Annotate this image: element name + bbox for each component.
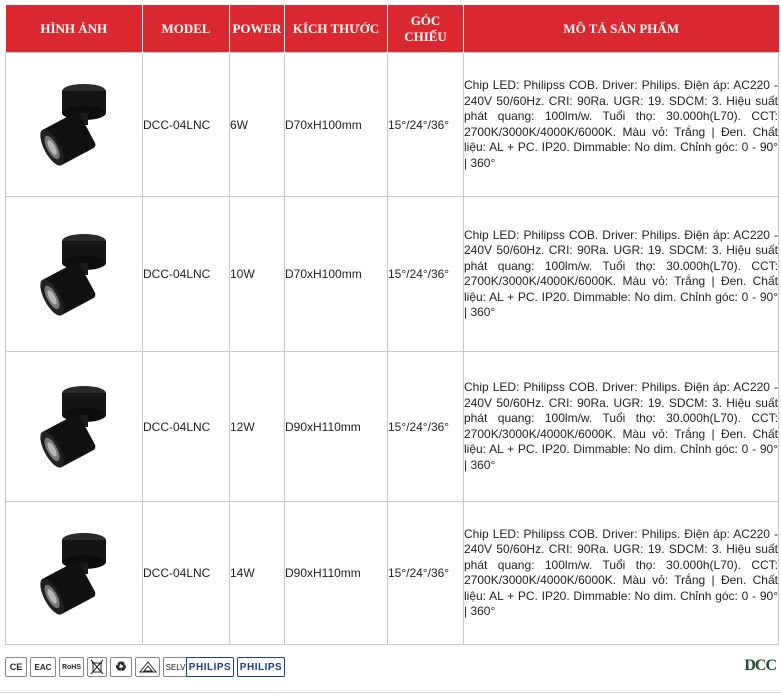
product-image-cell	[6, 53, 143, 197]
table-header-row	[6, 5, 779, 53]
selv-icon: SELV	[163, 657, 188, 677]
angle-cell: 15°/24°/36°	[388, 352, 464, 502]
eac-mark-icon: EAC	[30, 657, 56, 677]
size-cell: D70xH100mm	[285, 53, 388, 197]
model-cell: DCC-04LNC	[143, 197, 230, 352]
model-cell: DCC-04LNC	[143, 53, 230, 197]
description-cell: Chip LED: Philipss COB. Driver: Philips. Điện áp: AC220 - 240V 50/60Hz. CRI: 90Ra. UGR: 19. SDCM: 3. Hiệu suất phát quang: 100lm/w. Tuổi thọ: 30.000h(L70). CCT: 2700K/3000K/4000K/6000K. Màu vỏ: Trắng | Đen. Chất liệu: AL + PC. IP20. Dimmable: No dim. Chỉnh góc: 0 - 90° | 360°	[464, 197, 779, 352]
description-cell: Chip LED: Philipss COB. Driver: Philips. Điện áp: AC220 - 240V 50/60Hz. CRI: 90Ra. UGR: 19. SDCM: 3. Hiệu suất phát quang: 100lm/w. Tuổi thọ: 30.000h(L70). CCT: 2700K/3000K/4000K/6000K. Màu vỏ: Trắng | Đen. Chất liệu: AL + PC. IP20. Dimmable: No dim. Chỉnh góc: 0 - 90° | 360°	[464, 502, 779, 645]
angle-cell: 15°/24°/36°	[388, 502, 464, 645]
spotlight-icon	[34, 528, 114, 616]
product-image-cell	[6, 502, 143, 645]
header-size: KÍCH THƯỚC	[285, 5, 388, 53]
size-cell: D70xH100mm	[285, 197, 388, 352]
angle-cell: 15°/24°/36°	[388, 197, 464, 352]
dcc-brand-logo: DCC	[744, 657, 776, 674]
description-cell: Chip LED: Philipss COB. Driver: Philips. Điện áp: AC220 - 240V 50/60Hz. CRI: 90Ra. UGR: 19. SDCM: 3. Hiệu suất phát quang: 100lm/w. Tuổi thọ: 30.000h(L70). CCT: 2700K/3000K/4000K/6000K. Màu vỏ: Trắng | Đen. Chất liệu: AL + PC. IP20. Dimmable: No dim. Chỉnh góc: 0 - 90° | 360°	[464, 352, 779, 502]
philips-logo: PHILIPS	[186, 657, 234, 677]
size-cell: D90xH110mm	[285, 352, 388, 502]
header-description: MÔ TẢ SẢN PHẨM	[464, 5, 779, 53]
model-cell: DCC-04LNC	[143, 502, 230, 645]
certification-footer	[5, 654, 778, 680]
table-row	[6, 502, 779, 645]
rohs-mark-icon: RoHS	[59, 657, 84, 677]
class-ii-icon	[135, 657, 160, 677]
power-cell: 10W	[230, 197, 285, 352]
power-cell: 6W	[230, 53, 285, 197]
recycle-icon: ♻	[110, 657, 132, 677]
power-cell: 12W	[230, 352, 285, 502]
table-row	[6, 352, 779, 502]
model-cell: DCC-04LNC	[143, 352, 230, 502]
product-image-cell	[6, 197, 143, 352]
spotlight-icon	[34, 79, 114, 167]
product-image-cell	[6, 352, 143, 502]
bottom-divider	[0, 692, 781, 693]
description-cell: Chip LED: Philipss COB. Driver: Philips. Điện áp: AC220 - 240V 50/60Hz. CRI: 90Ra. UGR: 19. SDCM: 3. Hiệu suất phát quang: 100lm/w. Tuổi thọ: 30.000h(L70). CCT: 2700K/3000K/4000K/6000K. Màu vỏ: Trắng | Đen. Chất liệu: AL + PC. IP20. Dimmable: No dim. Chỉnh góc: 0 - 90° | 360°	[464, 53, 779, 197]
philips-logo: PHILIPS	[237, 657, 285, 677]
spotlight-icon	[34, 229, 114, 317]
header-image: HÌNH ẢNH	[6, 5, 143, 53]
table-row	[6, 197, 779, 352]
product-spec-table	[5, 5, 779, 645]
power-cell: 14W	[230, 502, 285, 645]
spotlight-icon	[34, 381, 114, 469]
angle-cell: 15°/24°/36°	[388, 53, 464, 197]
header-angle: GÓC CHIẾU	[388, 5, 464, 53]
size-cell: D90xH110mm	[285, 502, 388, 645]
header-model: MODEL	[143, 5, 230, 53]
ce-mark-icon: CE	[5, 657, 27, 677]
weee-bin-icon	[87, 657, 107, 677]
header-power: POWER	[230, 5, 285, 53]
table-row	[6, 53, 779, 197]
